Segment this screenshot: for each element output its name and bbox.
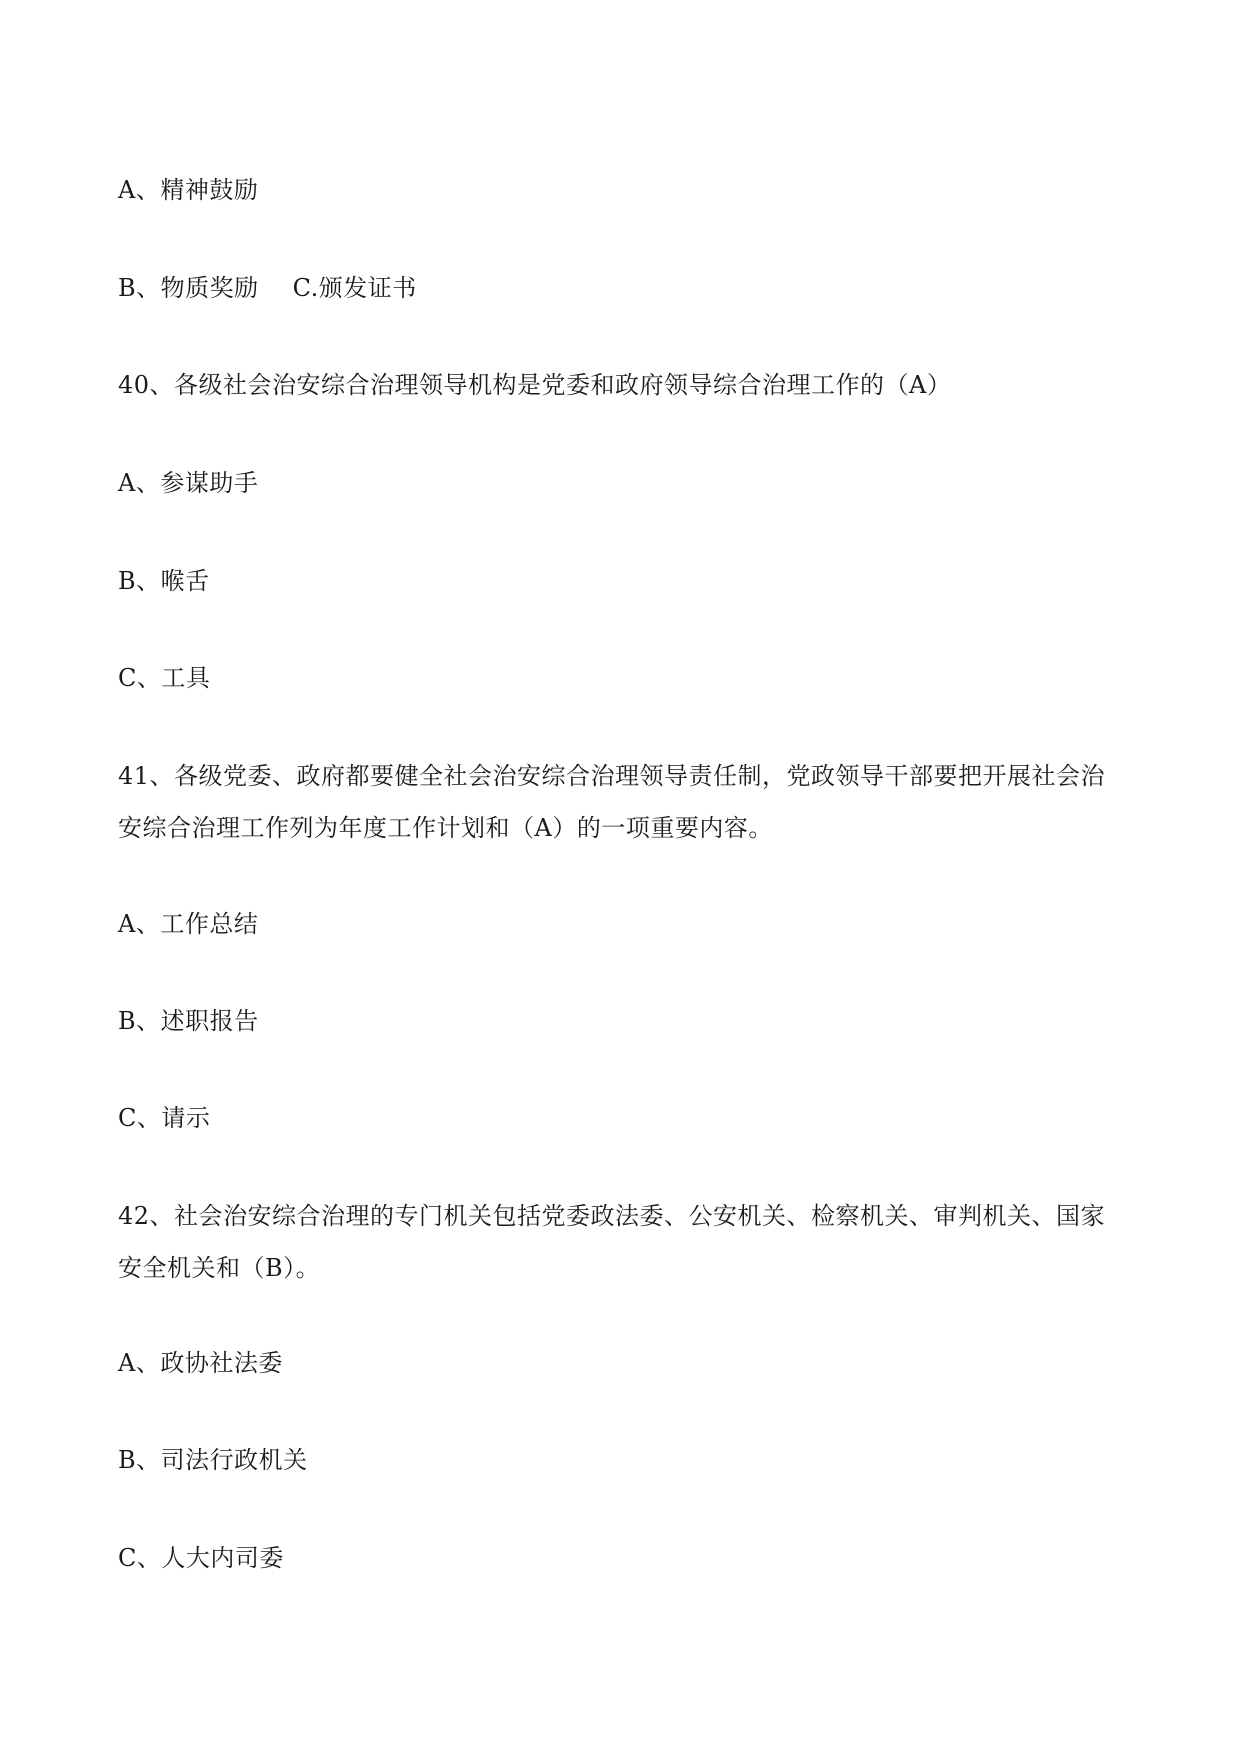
- q42-question-line2: 安全机关和（B）。: [118, 1254, 321, 1282]
- q42-option-b: B、司法行政机关: [118, 1446, 308, 1474]
- q39-option-c: C.颁发证书: [292, 274, 417, 302]
- q39-option-b: B、物质奖励: [118, 274, 259, 302]
- q41-option-a: A、工作总结: [118, 910, 259, 938]
- q40-option-a: A、参谋助手: [118, 469, 259, 497]
- q40-option-b: B、喉舌: [118, 567, 210, 595]
- q42-option-a: A、政协社法委: [118, 1349, 283, 1377]
- q41-option-b: B、述职报告: [118, 1007, 259, 1035]
- q41-question-line2: 安综合治理工作列为年度工作计划和（A）的一项重要内容。: [118, 814, 773, 842]
- q42-option-c: C、人大内司委: [118, 1544, 284, 1572]
- q39-option-a: A、精神鼓励: [118, 176, 259, 204]
- q39-options-b-c: [118, 270, 417, 306]
- q41-option-c: C、请示: [118, 1104, 211, 1132]
- q42-question-line1: 42、社会治安综合治理的专门机关包括党委政法委、公安机关、检察机关、审判机关、国家: [118, 1202, 1106, 1230]
- q40-option-c: C、工具: [118, 664, 211, 692]
- q41-question-line1: 41、各级党委、政府都要健全社会治安综合治理领导责任制，党政领导干部要把开展社会治: [118, 762, 1106, 790]
- q40-question: 40、各级社会治安综合治理领导机构是党委和政府领导综合治理工作的（A）: [118, 371, 952, 399]
